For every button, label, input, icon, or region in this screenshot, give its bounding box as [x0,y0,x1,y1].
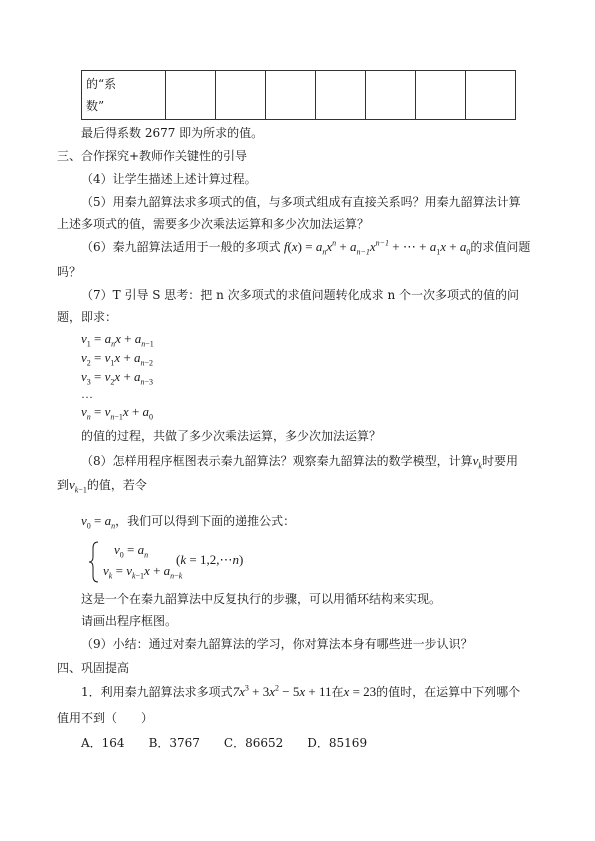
paragraph-8-post: 的值，若令 [86,478,147,492]
paragraph-5-line1: （5）用秦九韶算法求多项式的值，与多项式组成有直接关系吗？用秦九韶算法计算 [81,195,521,209]
paragraph-8-pre: 到 [57,478,70,492]
recurrence-range: (k = 1,2,⋯n) [176,552,244,567]
paragraph-8-recurrence-intro: ，我们可以得到下面的递推公式： [115,514,296,528]
recurrence-initial: $v_0 = a_n$ [114,542,149,560]
table-label-line1: 的“系 [86,77,117,91]
formula-part: 1 [436,247,441,257]
table-cell [416,71,466,120]
question-1-line2: 值用不到（ ） [57,711,154,725]
table-row-label [82,71,166,120]
table-cell [216,71,266,120]
question-x-value: x = 23 [343,684,377,699]
question-1-options: A．164 B．3767 C．86652 D．85169 [81,736,368,750]
formula-v1: $v_1 = a_nx + a_{n-1}$ [81,331,154,349]
formula-part: $a_nx^n$ [315,238,337,257]
table-cell [316,71,366,120]
table-cell [266,71,316,120]
paragraph-7-line2: 题，即求： [57,310,118,324]
formula-part: x [440,239,446,254]
recurrence-step: $v_k = v_{k-1}x + a_{n-k}$ [103,563,183,581]
after-sequence-text: 的值的过程，共做了多少次乘法运算，多少次加法运算？ [81,429,382,443]
left-brace-icon [88,540,100,584]
result-line: 最后得系数 2677 即为所求的值。 [81,126,264,140]
formula-part: $a_{n-1}x^{n-1}$ [349,238,390,257]
formula-part: x [291,239,298,254]
formula-v0: $v_0 = a_n$ [81,513,116,531]
formula-part: a [429,239,437,254]
paragraph-9: （9）小结：通过对秦九韶算法的学习，你对算法本身有哪些进一步认识？ [81,637,473,651]
question-1-text: 1．利用秦九韶算法求多项式 [81,685,233,699]
paragraph-6-tail: 的求值问题 [470,240,531,254]
paragraph-8-line3 [81,513,295,529]
formula-vk: $v_k$ [472,453,482,471]
formula-part: + ⋯ + [389,239,430,254]
general-polynomial-formula: f [280,239,288,254]
paragraph-8-line1 [81,453,518,469]
formula-part: ) = [297,239,316,254]
formula-vk-minus-1: $v_{k-1}$ [69,477,87,495]
formula-v3: $v_3 = v_2x + a_{n-3}$ [81,369,154,387]
question-polynomial: $7x^3 + 3x^2 - 5x + 11$ [232,683,332,699]
section-heading-4: 四、巩固提高 [57,661,130,675]
paragraph-8-tail: 时要用 [481,454,518,468]
table-cell [166,71,216,120]
formula-part: ( [287,239,292,254]
paragraph-7-line1: （7）T 引导 S 思考：把 n 次多项式的求值问题转化成求 n 个一次多项式的值的问 [81,288,520,302]
question-1-line1 [81,684,520,700]
question-1-tail: 的值时，在运算中下列哪个 [376,685,521,699]
coefficient-table-fragment [81,70,516,120]
table-label-line2: 数” [86,99,105,113]
table-row [82,71,516,120]
loop-note: 这是一个在秦九韶算法中反复执行的步骤，可以用循环结构来实现。 [81,592,442,606]
table-cell [466,71,516,120]
formula-v2: $v_2 = v_1x + a_{n-2}$ [81,350,154,368]
paragraph-6-line2: 吗？ [57,265,82,279]
formula-part: a [459,239,467,254]
formula-vn: $v_n = v_{n-1}x + a_0$ [81,404,154,422]
paragraph-6-line1 [81,239,530,255]
formula-part: + [336,239,350,254]
formula-part: 0 [466,247,471,257]
question-1-mid: 在 [331,685,344,699]
section-heading-3: 三、合作探究+教师作关键性的引导 [57,149,248,163]
paragraph-8-line2 [57,477,147,493]
table-cell [366,71,416,120]
paragraph-5-line2: 上述多项式的值，需要多少次乘法运算和多少次加法运算？ [57,217,370,231]
paragraph-4: （4）让学生描述上述计算过程。 [81,172,257,186]
formula-part: + [445,239,460,254]
paragraph-6-text: （6）秦九韶算法适用于一般的多项式 [81,240,281,254]
paragraph-8-text: （8）怎样用程序框图表示秦九韶算法？观察秦九韶算法的数学模型，计算 [81,454,473,468]
ellipsis: … [81,387,93,401]
draw-flowchart: 请画出程序框图。 [81,614,178,628]
